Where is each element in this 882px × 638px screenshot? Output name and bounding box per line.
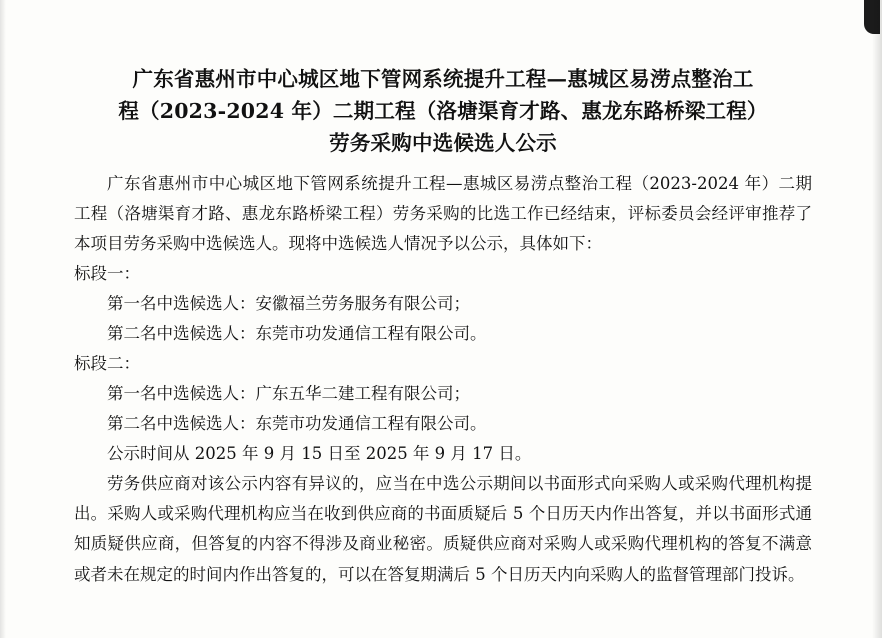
lot-2-candidate-2: 第二名中选候选人：东莞市功发通信工程有限公司。: [107, 414, 487, 434]
page-title-line-3: 劳务采购中选候选人公示: [329, 130, 557, 155]
page-title-line-1: 广东省惠州市中心城区地下管网系统提升工程—惠城区易涝点整治工: [132, 67, 754, 91]
lot-1-candidate-1: 第一名中选候选人：安徽福兰劳务服务有限公司；: [107, 294, 470, 314]
lot-1-candidate-2: 第二名中选候选人：东莞市功发通信工程有限公司。: [107, 324, 487, 344]
page-corner-mark: [864, 0, 880, 34]
intro-paragraph: 广东省惠州市中心城区地下管网系统提升工程—惠城区易涝点整治工程（2023-2024 年）二期工程（洛塘渠育才路、惠龙东路桥梁工程）劳务采购的比选工作已经结束，评标委员会经评审推荐了本项目劳务采购中选候选人。现将中选候选人情况予以公示，具体如下：: [74, 174, 812, 254]
lot-2-candidate-1: 第一名中选候选人：广东五华二建工程有限公司；: [107, 384, 470, 404]
page-title: [74, 64, 812, 159]
lot-label-1: 标段一：: [74, 264, 140, 284]
lot-label-2: 标段二：: [74, 354, 140, 374]
objection-paragraph: 劳务供应商对该公示内容有异议的，应当在中选公示期间以书面形式向采购人或采购代理机构提出。采购人或采购代理机构应当在收到供应商的书面质疑后 5 个日历天内作出答复，并以书面形式通知质疑供应商，但答复的内容不得涉及商业秘密。质疑供应商对采购人或采购代理机构的答复不满意或者未在规定的时间内作出答复的，可以在答复期满后 5 个日历天内向采购人的监督管理部门投诉。: [74, 474, 812, 584]
page-title-line-2: 程（2023-2024 年）二期工程（洛塘渠育才路、惠龙东路桥梁工程）: [118, 98, 768, 123]
notice-period: 公示时间从 2025 年 9 月 15 日至 2025 年 9 月 17 日。: [107, 444, 532, 464]
document-body: [74, 64, 812, 590]
